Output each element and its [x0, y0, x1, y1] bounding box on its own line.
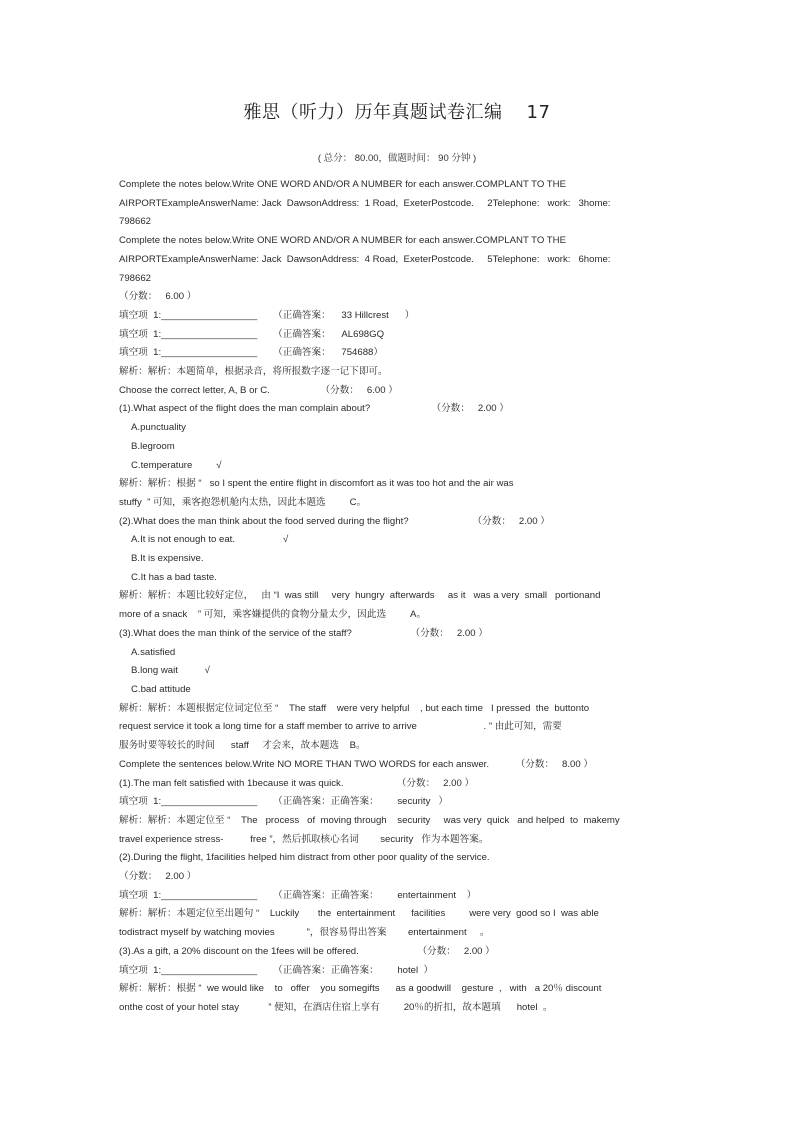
explanation-line: more of a snack ” 可知，乘客嫌提供的食物分量太少，因此选 A。 [119, 609, 427, 621]
title-text: 雅思（听力）历年真题试卷汇编 [243, 102, 503, 123]
option-line: A.satisfied [131, 646, 176, 658]
answer-line: 填空项 1:__________________ （正确答案：正确答案： hotel ） [119, 964, 434, 976]
explanation-line: 解析：解析：本题定位至 “ The process of moving through security was very quick and helped to makemy [119, 814, 620, 826]
option-line: C.bad attitude [131, 683, 191, 695]
explanation-line: 解析：解析：本题根据定位词定位至 “ The staff were very helpful , but each time I pressed the buttonto [119, 702, 590, 714]
question-line: (1).What aspect of the flight does the man complain about? （分数： 2.00 ） [119, 403, 509, 415]
exam-meta: ( 总分： 80.00，做题时间： 90 分钟 ) [317, 153, 477, 164]
text-line: AIRPORTExampleAnswerName: Jack DawsonAddress: 4 Road, ExeterPostcode. 5Telephone: work: 6home: [119, 253, 611, 265]
question-line: (2).During the flight, 1facilities helped him distract from other poor quality of the service. [119, 852, 490, 864]
answer-line: 填空项 1:__________________ （正确答案： AL698GQ [119, 328, 385, 340]
explanation-line: 解析：解析：本题简单，根据录音，将所报数字逐一记下即可。 [119, 366, 388, 378]
question-line: (2).What does the man think about the food served during the flight? （分数： 2.00 ） [119, 515, 550, 527]
option-line: C.It has a bad taste. [131, 571, 217, 583]
section-instruction: Choose the correct letter, A, B or C. （分数： 6.00 ） [119, 384, 398, 396]
explanation-line: request service it took a long time for a staff member to arrive to arrive . ” 由此可知，需要 [119, 721, 562, 733]
section-instruction: Complete the sentences below.Write NO MORE THAN TWO WORDS for each answer. （分数： 8.00 ） [119, 758, 593, 770]
text-line: 798662 [119, 272, 152, 284]
option-line-correct: C.temperature √ [131, 459, 222, 471]
document-body [119, 176, 681, 1018]
option-line: B.legroom [131, 440, 175, 452]
explanation-line: 服务时要等较长的时间 staff 才会来，故本题选 B。 [119, 740, 366, 752]
explanation-line: todistract myself by watching movies ”，很容易得出答案 entertainment 。 [119, 927, 490, 939]
explanation-line: 解析：解析：根据 “ so I spent the entire flight in discomfort as it was too hot and the air was [119, 478, 514, 490]
page-title [0, 98, 794, 124]
option-line: A.punctuality [131, 422, 186, 434]
question-line: (3).As a gift, a 20% discount on the 1fees will be offered. （分数： 2.00 ） [119, 945, 495, 957]
explanation-line: travel experience stress- free ”，然后抓取核心名词 security 作为本题答案。 [119, 833, 489, 845]
explanation-line: stuffy ” 可知，乘客抱怨机舱内太热，因此本题选 C。 [119, 496, 367, 508]
score-line: （分数： 6.00 ） [119, 291, 197, 303]
answer-line: 填空项 1:__________________ （正确答案：正确答案： security ） [119, 796, 448, 808]
text-line: AIRPORTExampleAnswerName: Jack DawsonAddress: 1 Road, ExeterPostcode. 2Telephone: work: 3home: [119, 197, 611, 209]
question-line: (3).What does the man think of the service of the staff? （分数： 2.00 ） [119, 627, 488, 639]
answer-line: 填空项 1:__________________ （正确答案：正确答案： entertainment ） [119, 889, 477, 901]
explanation-line: 解析：解析：本题比较好定位， 由 “I was still very hungry afterwards as it was a very small portionand [119, 590, 601, 602]
option-line: B.It is expensive. [131, 553, 204, 565]
explanation-line: onthe cost of your hotel stay ” 便知，在酒店住宿上享有 20％的折扣，故本题填 hotel 。 [119, 1001, 553, 1013]
text-line: 798662 [119, 216, 152, 228]
option-line-correct: A.It is not enough to eat. √ [131, 534, 289, 546]
score-line: （分数： 2.00 ） [119, 871, 197, 883]
option-line-correct: B.long wait √ [131, 665, 210, 677]
answer-line: 填空项 1:__________________ （正确答案： 33 Hillcrest ） [119, 309, 415, 321]
explanation-line: 解析：解析：本题定位至出题句 “ Luckily the entertainment facilities were very good so I was able [119, 908, 599, 920]
explanation-line: 解析：解析：根据 “ we would like to offer you somegifts as a goodwill gesture , with a 20％ discount [119, 983, 602, 995]
answer-line: 填空项 1:__________________ （正确答案： 754688） [119, 347, 383, 359]
question-line: (1).The man felt satisfied with 1because it was quick. （分数： 2.00 ） [119, 777, 475, 789]
text-line: Complete the notes below.Write ONE WORD AND/OR A NUMBER for each answer.COMPLANT TO THE [119, 179, 566, 190]
title-number: 17 [526, 102, 551, 123]
text-line: Complete the notes below.Write ONE WORD AND/OR A NUMBER for each answer.COMPLANT TO THE [119, 235, 566, 247]
